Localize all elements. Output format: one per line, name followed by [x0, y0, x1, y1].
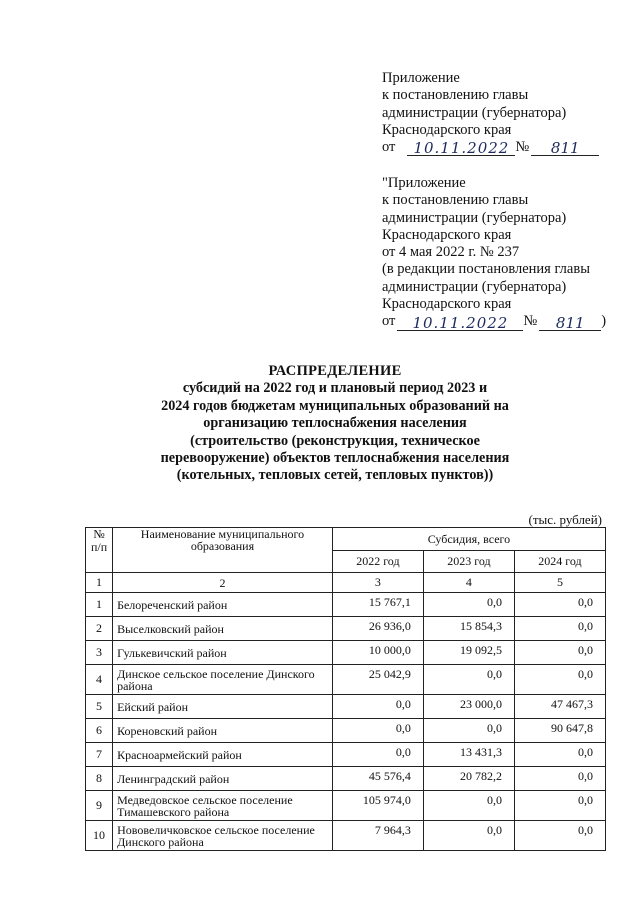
header-year-2023: 2023 год	[423, 551, 514, 573]
subsidy-2024: 0,0	[514, 743, 605, 767]
subsidy-2024: 0,0	[514, 665, 605, 695]
subsidy-2024: 47 467,3	[514, 695, 605, 719]
municipality-name: Медведовское сельское поселение Тимашевского района	[113, 791, 333, 821]
approval-line: к постановлению главы	[382, 87, 529, 104]
title-line: (котельных, тепловых сетей, тепловых пунктов))	[176, 467, 494, 484]
title-line: 2024 годов бюджетам муниципальных образований на	[161, 397, 509, 414]
approval-line: Краснодарского края	[382, 121, 512, 138]
municipality-name: Белореченский район	[113, 593, 333, 617]
subsidy-2023: 0,0	[423, 665, 514, 695]
subsidy-2023: 15 854,3	[423, 617, 514, 641]
handwritten-date: 10.11.2022	[397, 316, 523, 331]
original-line: к постановлению главы	[382, 192, 529, 209]
row-number: 5	[86, 695, 113, 719]
index-row	[86, 573, 606, 593]
subsidy-2022: 0,0	[332, 743, 423, 767]
subsidy-2022: 0,0	[332, 695, 423, 719]
approval-block	[382, 70, 599, 156]
from-label: от	[382, 139, 396, 156]
index-cell: 1	[86, 573, 113, 593]
original-line: администрации (губернатора)	[382, 209, 567, 226]
subsidy-2024: 90 647,8	[514, 719, 605, 743]
subsidy-2023: 0,0	[423, 593, 514, 617]
original-reference-line	[382, 313, 606, 330]
table-row	[86, 821, 606, 851]
table-row	[86, 719, 606, 743]
subsidy-2023: 19 092,5	[423, 641, 514, 665]
original-line: Краснодарского края	[382, 296, 512, 313]
title-line: субсидий на 2022 год и плановый период 2023 и	[182, 380, 488, 397]
municipality-name: Красноармейский район	[113, 743, 333, 767]
row-number: 1	[86, 593, 113, 617]
subsidy-2022: 15 767,1	[332, 593, 423, 617]
title-line: организацию теплоснабжения населения	[203, 415, 467, 432]
subsidy-2024: 0,0	[514, 617, 605, 641]
table-row	[86, 617, 606, 641]
approval-line: администрации (губернатора)	[382, 104, 567, 121]
subsidy-2023: 0,0	[423, 719, 514, 743]
municipality-name: Ленинградский район	[113, 767, 333, 791]
subsidy-2024: 0,0	[514, 593, 605, 617]
table-row	[86, 641, 606, 665]
subsidy-2023: 20 782,2	[423, 767, 514, 791]
subsidy-2023: 13 431,3	[423, 743, 514, 767]
subsidy-2024: 0,0	[514, 767, 605, 791]
subsidy-2022: 25 042,9	[332, 665, 423, 695]
approval-reference-line	[382, 139, 599, 156]
table-row	[86, 767, 606, 791]
from-label: от	[382, 313, 396, 330]
units-label: (тыс. рублей)	[528, 512, 602, 527]
original-line: администрации (губернатора)	[382, 278, 567, 295]
subsidy-2022: 10 000,0	[332, 641, 423, 665]
handwritten-number: 811	[531, 141, 599, 156]
subsidy-table	[85, 527, 606, 851]
subsidy-2022: 0,0	[332, 719, 423, 743]
row-number: 2	[86, 617, 113, 641]
title-line: перевооружение) объектов теплоснабжения населения	[160, 450, 510, 467]
subsidy-2024: 0,0	[514, 821, 605, 851]
subsidy-2023: 0,0	[423, 821, 514, 851]
header-subsidy: Субсидия, всего	[332, 528, 605, 551]
index-cell: 2	[113, 573, 333, 593]
subsidy-2022: 45 576,4	[332, 767, 423, 791]
table-row	[86, 665, 606, 695]
row-number: 10	[86, 821, 113, 851]
title-line: (строительство (реконструкция, техническое	[190, 432, 480, 449]
subsidy-2023: 23 000,0	[423, 695, 514, 719]
document-title	[140, 363, 530, 485]
number-label: №	[523, 313, 538, 330]
municipality-name: Ейский район	[113, 695, 333, 719]
table-row	[86, 695, 606, 719]
municipality-name: Динское сельское поселение Динского района	[113, 665, 333, 695]
header-year-2024: 2024 год	[514, 551, 605, 573]
table-header-row	[86, 528, 606, 551]
table-row	[86, 743, 606, 767]
closing-paren: )	[601, 313, 607, 330]
index-cell: 3	[332, 573, 423, 593]
row-number: 3	[86, 641, 113, 665]
original-line: от 4 мая 2022 г. № 237	[382, 244, 520, 261]
title-heading: РАСПРЕДЕЛЕНИЕ	[268, 363, 402, 379]
row-number: 7	[86, 743, 113, 767]
table-row	[86, 593, 606, 617]
number-label: №	[515, 139, 530, 156]
row-number: 4	[86, 665, 113, 695]
subsidy-2024: 0,0	[514, 791, 605, 821]
subsidy-2023: 0,0	[423, 791, 514, 821]
header-number: № п/п	[86, 528, 113, 573]
subsidy-2022: 7 964,3	[332, 821, 423, 851]
header-year-2022: 2022 год	[332, 551, 423, 573]
municipality-name: Кореновский район	[113, 719, 333, 743]
original-line: "Приложение	[382, 175, 466, 191]
subsidy-2024: 0,0	[514, 641, 605, 665]
municipality-name: Гулькевичский район	[113, 641, 333, 665]
original-line: Краснодарского края	[382, 226, 512, 243]
municipality-name: Нововеличковское сельское поселение Динского района	[113, 821, 333, 851]
index-cell: 4	[423, 573, 514, 593]
row-number: 6	[86, 719, 113, 743]
handwritten-number: 811	[539, 316, 601, 331]
index-cell: 5	[514, 573, 605, 593]
approval-line: Приложение	[382, 70, 460, 86]
row-number: 8	[86, 767, 113, 791]
header-name: Наименование муниципального образования	[113, 528, 333, 573]
original-appendix-block	[382, 175, 606, 331]
handwritten-date: 10.11.2022	[407, 141, 515, 156]
original-line: (в редакции постановления главы	[382, 261, 590, 278]
table-row	[86, 791, 606, 821]
row-number: 9	[86, 791, 113, 821]
subsidy-2022: 26 936,0	[332, 617, 423, 641]
municipality-name: Выселковский район	[113, 617, 333, 641]
subsidy-2022: 105 974,0	[332, 791, 423, 821]
